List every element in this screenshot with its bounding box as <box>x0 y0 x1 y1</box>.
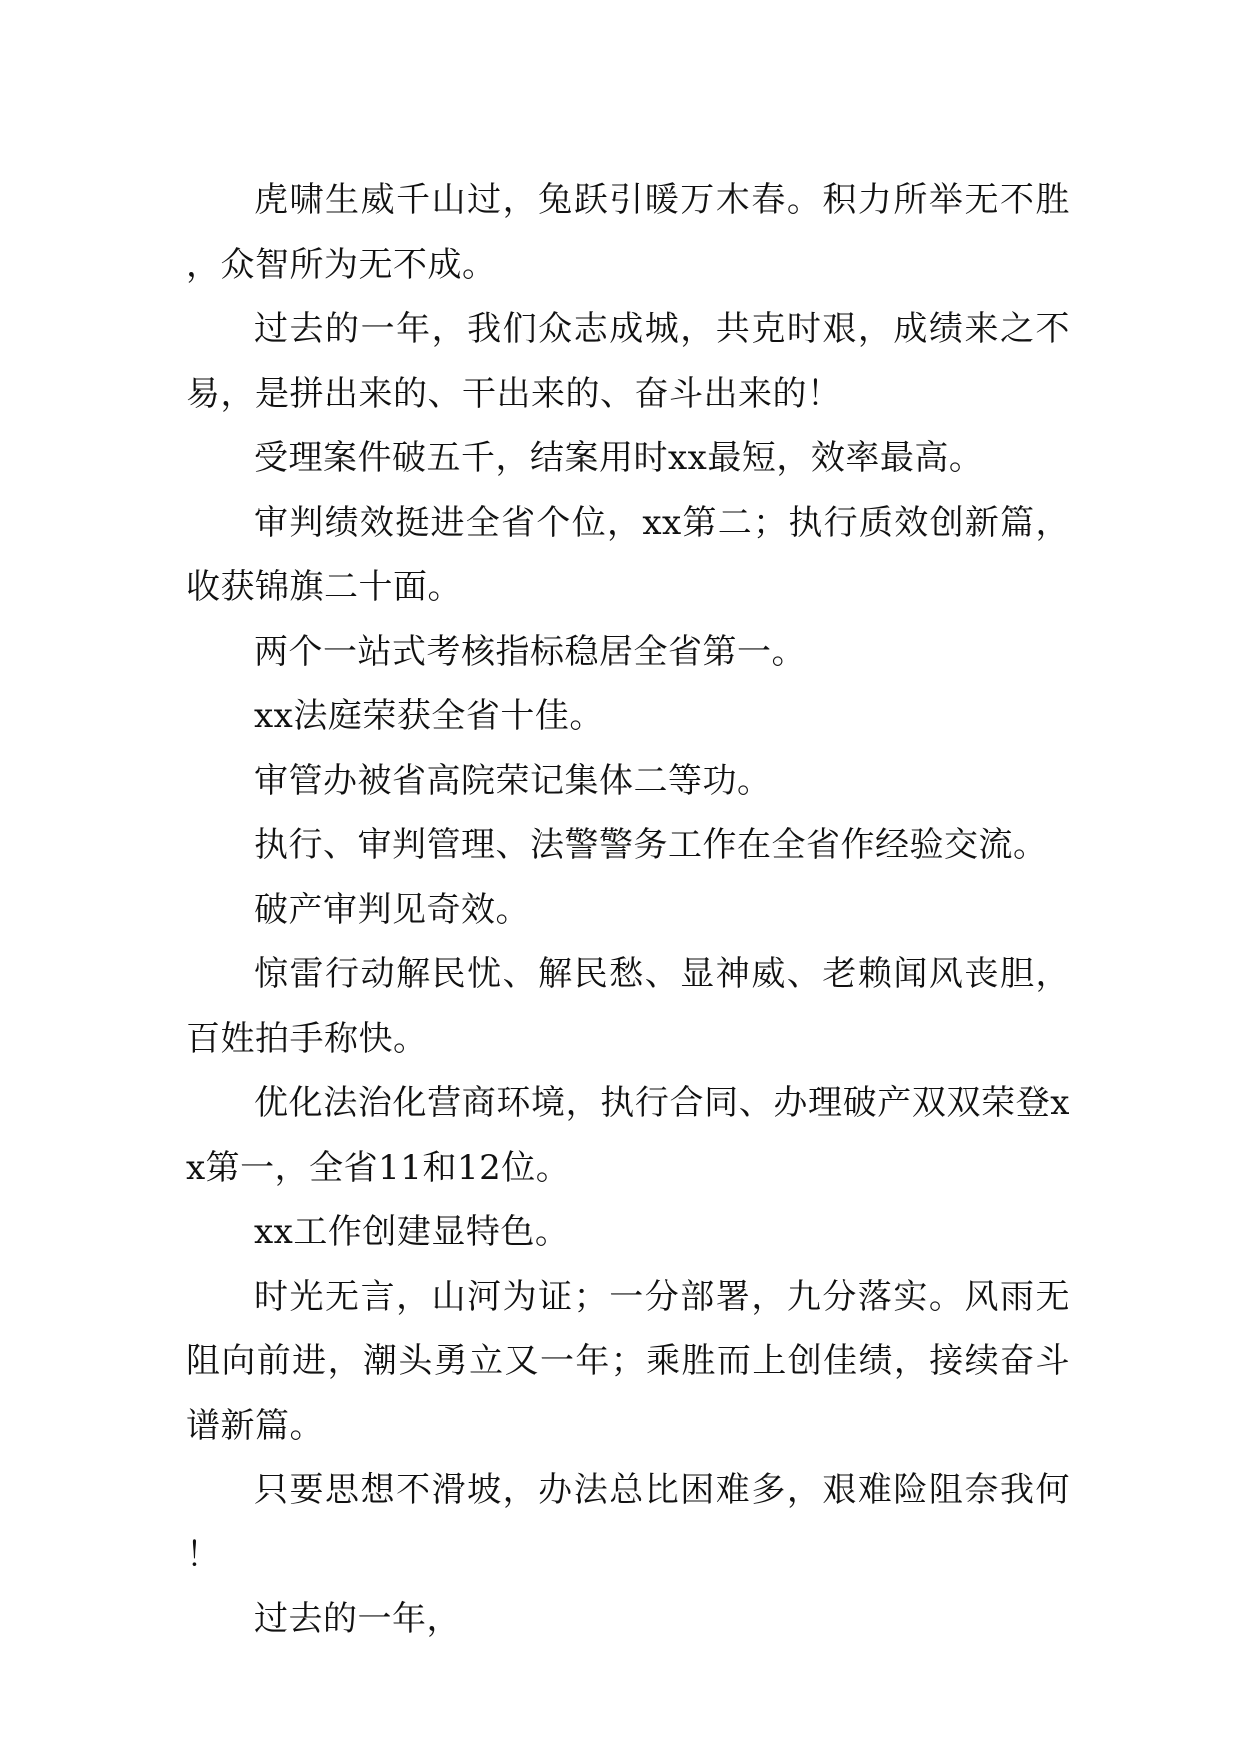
paragraph-5: 两个一站式考核指标稳居全省第一。 <box>254 631 806 672</box>
paragraph-7: 审管办被省高院荣记集体二等功。 <box>254 760 772 801</box>
paragraph-6: xx法庭荣获全省十佳。 <box>254 696 604 736</box>
paragraph-12: xx工作创建显特色。 <box>254 1212 570 1252</box>
paragraph-8: 执行、审判管理、法警警务工作在全省作经验交流。 <box>254 825 1048 865</box>
paragraph-13: 时光无言，山河为证；一分部署，九分落实。风雨无阻向前进，潮头勇立又一年；乘胜而上创佳绩，接续奋斗谱新篇。 <box>186 1276 1070 1446</box>
paragraph-15: 过去的一年， <box>254 1599 461 1639</box>
paragraph-3: 受理案件破五千，结案用时xx最短，效率最高。 <box>254 438 984 478</box>
paragraph-10: 惊雷行动解民忧、解民愁、显神威、老赖闻风丧胆，百姓拍手称快。 <box>186 954 1070 1059</box>
paragraph-9: 破产审判见奇效。 <box>254 889 530 930</box>
document-body <box>186 168 1070 1652</box>
paragraph-1: 虎啸生威千山过，兔跃引暖万木春。积力所举无不胜，众智所为无不成。 <box>186 180 1070 285</box>
paragraph-2: 过去的一年，我们众志成城，共克时艰，成绩来之不易，是拼出来的、干出来的、奋斗出来的！ <box>186 309 1070 414</box>
paragraph-4: 审判绩效挺进全省个位，xx第二；执行质效创新篇，收获锦旗二十面。 <box>186 502 1070 607</box>
paragraph-14: 只要思想不滑坡，办法总比困难多，艰难险阻奈我何！ <box>186 1470 1070 1575</box>
paragraph-11: 优化法治化营商环境，执行合同、办理破产双双荣登xx第一，全省11和12位。 <box>186 1083 1070 1188</box>
